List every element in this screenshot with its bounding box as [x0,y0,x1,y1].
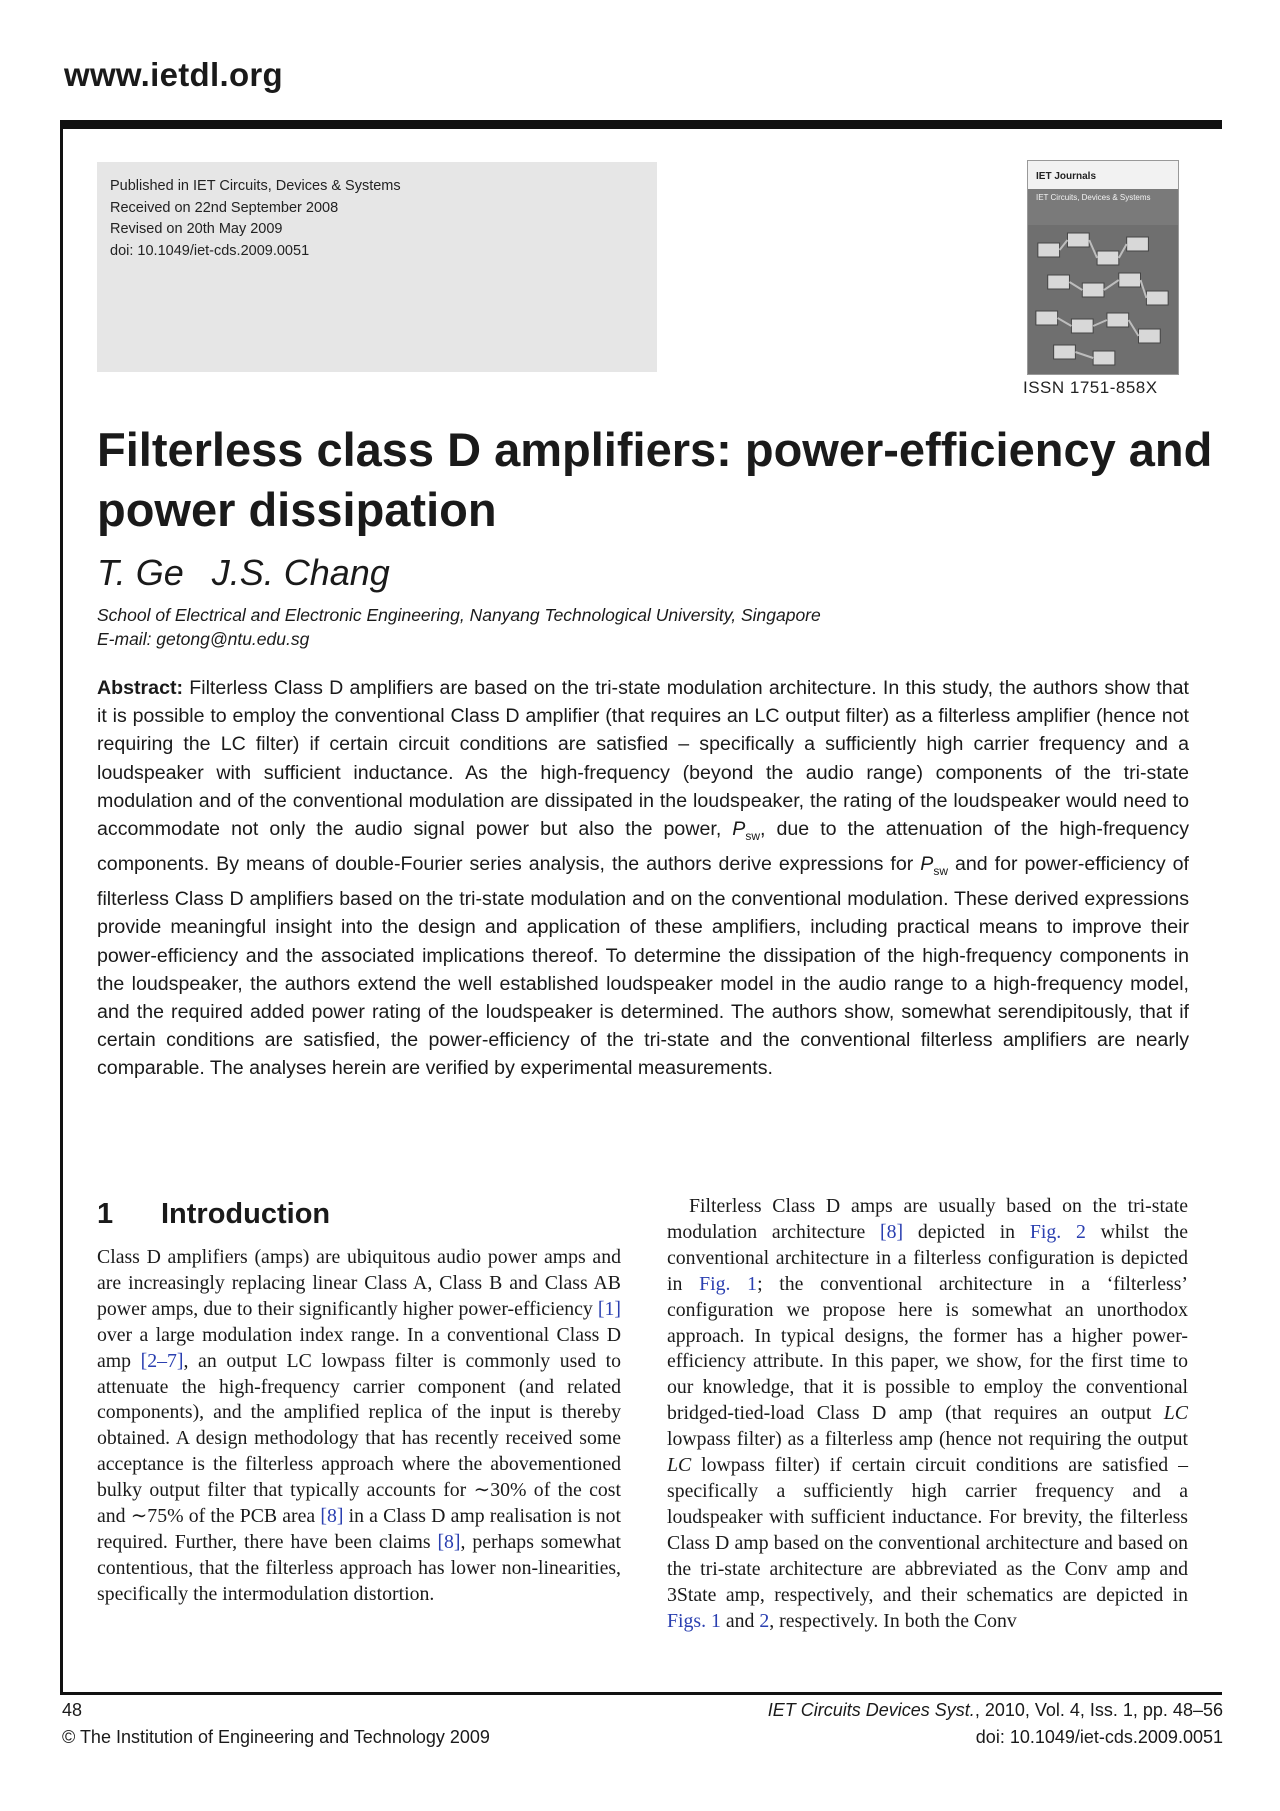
body-text: Class D amplifiers (amps) are ubiquitous audio power amps and are increasingly replacing linear Class A, Class B and Class AB power amps, due to their significantly higher power-efficiency [97,1246,621,1320]
psw-subscript: sw [933,864,948,879]
copyright-notice: © The Institution of Engineering and Technology 2009 [62,1727,490,1747]
cover-header [1028,161,1178,189]
author-name[interactable]: J.S. Chang [211,552,390,593]
section-number: 1 [97,1198,114,1230]
body-text: in a Class D amp realisation is not required. Further, there have been claims [97,1505,621,1553]
author-list [97,552,418,594]
journal-volume-info: , 2010, Vol. 4, Iss. 1, pp. 48–56 [974,1700,1223,1720]
cover-band-text: IET Circuits, Devices & Systems [1036,193,1151,202]
journal-abbrev: IET Circuits Devices Syst. [767,1700,975,1720]
section-heading [97,1198,330,1231]
psw-subscript: sw [745,828,761,843]
abstract-label: Abstract: [97,677,184,699]
affiliation-block [97,603,821,651]
body-text: Filterless Class D amps are usually based on the tri-state modulation architecture [667,1195,1188,1243]
publication-info-box [97,162,657,372]
body-text: lowpass filter) if certain circuit conditions are satisfied – specifically a sufficiently high carrier frequency and a loudspeaker with sufficient inductance. For brevity, the filterless Class D amp based on the conventional architecture and based on the tri-state architecture are abbreviated as the Conv amp and 3State amp, respectively, and their schematics are depicted in [667,1454,1188,1606]
body-text: , perhaps somewhat contentious, that the filterless approach has lower non-linearities, specifically the intermodulation distortion. [97,1530,621,1605]
figure-link[interactable]: 2 [759,1609,770,1632]
section-title: Introduction [161,1198,331,1230]
author-name[interactable]: T. Ge [97,552,184,593]
lc-term: LC [667,1454,692,1477]
body-text: , respectively. In both the Conv [769,1609,1017,1632]
received-line: Received on 22nd September 2008 [110,199,339,216]
citation-link[interactable]: [8] [320,1505,344,1528]
citation-link[interactable]: [8] [437,1530,461,1553]
body-text: over a large modulation index range. In a conventional Class D amp [97,1323,621,1372]
header-rule [60,120,1222,129]
frame-left-rule [60,120,63,1695]
abstract-text: , due to the attenuation of the high-frequency components. By means of double-Fourier series analysis, the authors derive expressions for [97,818,1189,876]
body-text: whilst the conventional architecture in a filterless configuration is depicted in [667,1220,1188,1295]
body-text: depicted in [903,1220,1030,1243]
cover-circuit-art [1028,225,1178,375]
site-url[interactable]: www.ietdl.org [64,56,284,93]
intro-left-column [97,1245,621,1608]
page-number: 48 [62,1700,83,1720]
citation-link[interactable]: [8] [880,1220,904,1243]
figure-link[interactable]: Fig. 2 [1029,1220,1086,1243]
footer-doi[interactable]: doi: 10.1049/iet-cds.2009.0051 [975,1727,1223,1747]
figure-link[interactable]: Figs. 1 [667,1609,721,1632]
author-email[interactable]: E-mail: getong@ntu.edu.sg [97,629,310,649]
frame-bottom-rule [60,1692,1222,1695]
lc-term: LC [1163,1402,1188,1425]
revised-line: Revised on 20th May 2009 [110,221,283,237]
cover-logo: IET Journals [1036,171,1097,182]
body-text: lowpass filter) as a filterless amp (hence not requiring the output [667,1428,1188,1451]
abstract-text: and for power-efficiency of filterless Class D amplifiers based on the tri-state modulation and on the conventional modulation. These derived expressions provide meaningful insight into the design and application of these amplifiers, including practical means to improve their power-efficiency and the associated implications thereof. To determine the dissipation of the high-frequency components in the loudspeaker, the authors extend the well established loudspeaker model in the audio range to a high-frequency model, and the required added power rating of the loudspeaker is determined. The authors show, somewhat serendipitously, that if certain conditions are satisfied, the power-efficiency of the tri-state and the conventional filterless amplifiers are nearly comparable. The analyses herein are verified by experimental measurements. [97,853,1190,1080]
affiliation: School of Electrical and Electronic Engineering, Nanyang Technological University, Singapore [97,605,821,625]
article-title: Filterless class D amplifiers: power-efficiency and power dissipation [97,423,1213,536]
figure-link[interactable]: Fig. 1 [699,1272,758,1295]
body-text: and [720,1609,760,1632]
intro-right-column [667,1194,1188,1634]
body-text: ; the conventional architecture in a ‘filterless’ configuration we propose here is somewhat an unorthodox approach. In typical designs, the former has a higher power-efficiency attribute. In this paper, we show, for the first time to our knowledge, that it is possible to employ the conventional bridged-tied-load Class D amp (that requires an output [667,1272,1188,1425]
psw-symbol: P [920,853,934,876]
body-text: , an output LC lowpass filter is commonly used to attenuate the high-frequency carrier component (and related components), and the amplified replica of the input is thereby obtained. A design methodology that has recently received some acceptance is the filterless approach where the abovementioned bulky output filter that typically accounts for ∼30% of the cost and ∼75% of the PCB area [97,1349,621,1528]
cover-band [1028,189,1178,225]
journal-citation [768,1700,1223,1721]
citation-link[interactable]: [2–7] [140,1349,184,1372]
citation-link[interactable]: [1] [597,1297,621,1320]
abstract [97,674,1189,1083]
journal-cover-image [1027,160,1179,375]
issn-label: ISSN 1751-858X [1023,378,1158,397]
doi-line: doi: 10.1049/iet-cds.2009.0051 [110,242,310,259]
publication-line: Published in IET Circuits, Devices & Systems [110,178,401,194]
abstract-text: Filterless Class D amplifiers are based on the tri-state modulation architecture. In this study, the authors show that it is possible to employ the conventional Class D amplifier (that requires an LC output filter) as a filterless amplifier (hence not requiring the LC filter) if certain circuit conditions are satisfied – specifically a sufficiently high carrier frequency and a loudspeaker with sufficient inductance. As the high-frequency (beyond the audio range) components of the tri-state modulation and of the conventional modulation are dissipated in the loudspeaker, the rating of the loudspeaker would need to accommodate not only the audio signal power but also the power, [97,677,1189,841]
psw-symbol: P [732,818,746,841]
